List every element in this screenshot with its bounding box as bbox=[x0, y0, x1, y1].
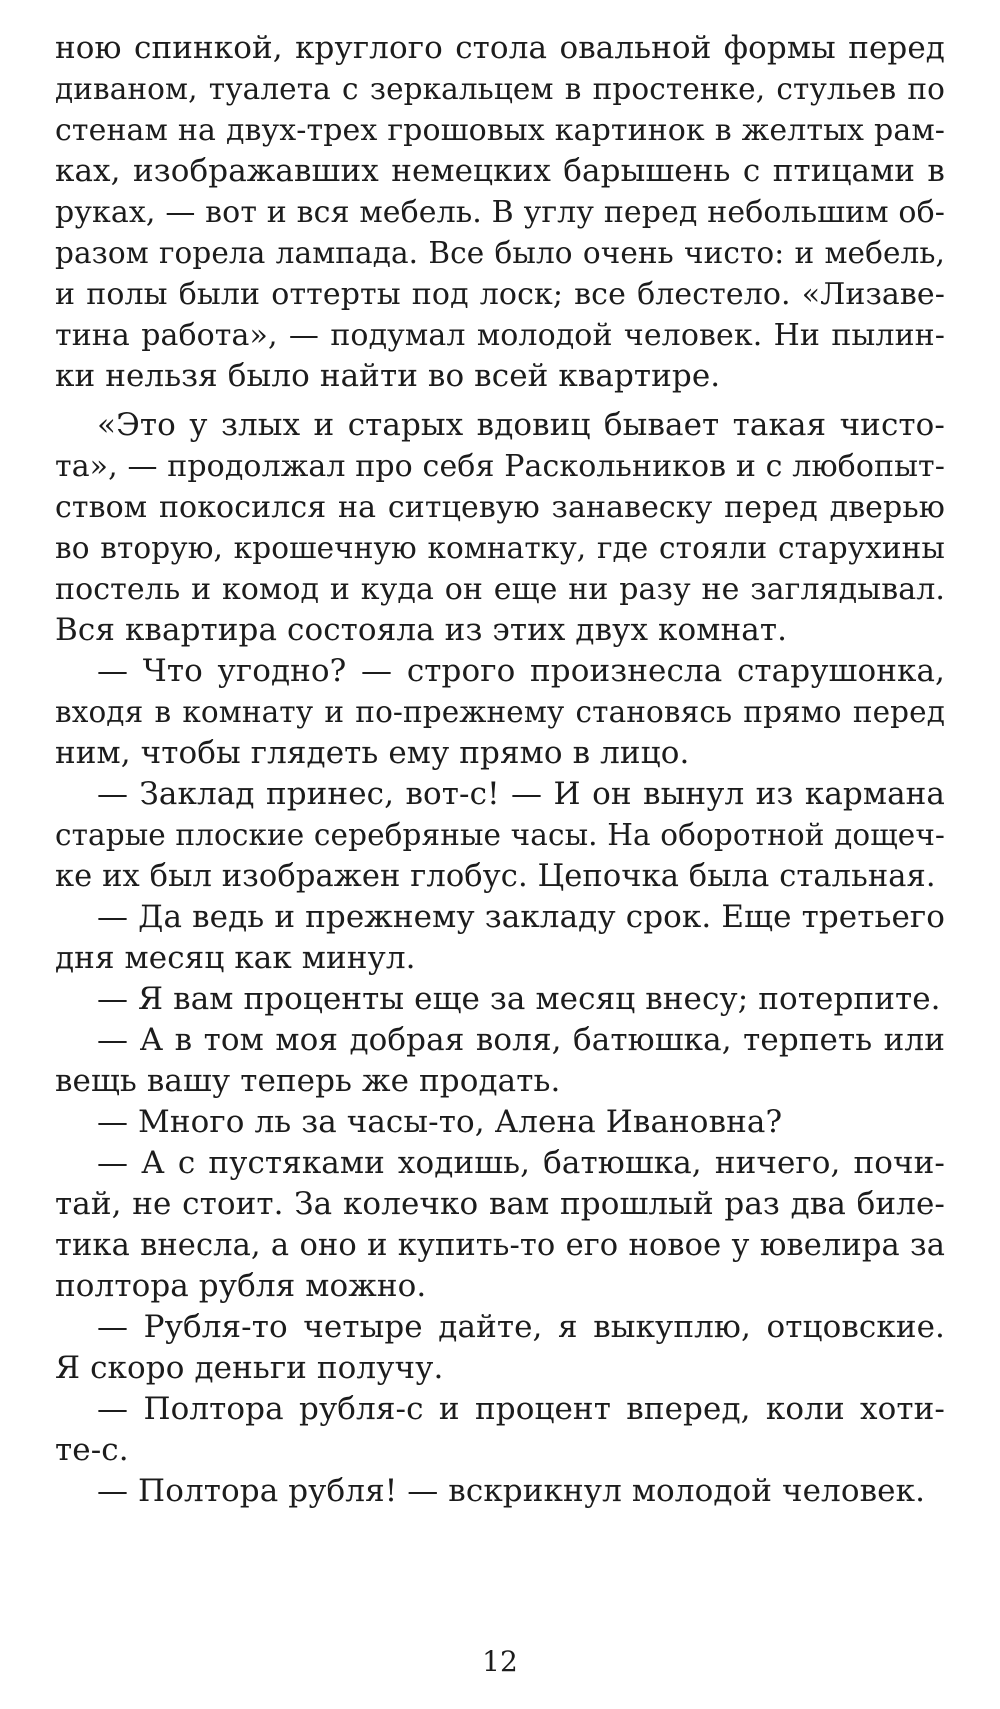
text-line: тина работа», — подумал молодой человек. Ни пылин- bbox=[55, 318, 945, 353]
paragraph-first-line: — Заклад принес, вот-с! — И он вынул из кармана bbox=[97, 776, 945, 812]
paragraph-first-line: — Я вам проценты еще за месяц внесу; потерпите. bbox=[97, 981, 941, 1017]
text-line: входя в комнату и по-прежнему становясь прямо перед bbox=[55, 695, 945, 729]
paragraph-first-line: — Что угодно? — строго произнесла старушонка, bbox=[97, 653, 945, 689]
text-line: полтора рубля можно. bbox=[55, 1268, 427, 1304]
text-line: тика внесла, а оно и купить-то его новое у ювелира за bbox=[55, 1228, 945, 1263]
text-line: Вся квартира состояла из этих двух комнат. bbox=[55, 612, 788, 648]
text-line: Я скоро деньги получу. bbox=[55, 1350, 444, 1386]
paragraph-first-line: — А в том моя добрая воля, батюшка, терпеть или bbox=[97, 1022, 945, 1058]
page-number: 12 bbox=[482, 1645, 518, 1678]
text-line: ною спинкой, круглого стола овальной формы перед bbox=[55, 30, 945, 66]
text-line: ки нельзя было найти во всей квартире. bbox=[55, 358, 721, 394]
text-line: стенам на двух-трех грошовых картинок в желтых рам- bbox=[55, 113, 945, 148]
paragraph-first-line: — Много ль за часы-то, Алена Ивановна? bbox=[97, 1104, 783, 1140]
text-line: постель и комод и куда он еще ни разу не заглядывал. bbox=[55, 572, 945, 607]
text-line: вещь вашу теперь же продать. bbox=[55, 1063, 561, 1099]
text-line: и полы были оттерты под лоск; все блестело. «Лизаве- bbox=[55, 277, 945, 312]
text-line: ним, чтобы глядеть ему прямо в лицо. bbox=[55, 735, 690, 771]
text-line: те-с. bbox=[55, 1432, 129, 1468]
paragraph-first-line: — А с пустяками ходишь, батюшка, ничего, почи- bbox=[97, 1145, 945, 1181]
paragraph-first-line: — Полтора рубля-с и процент вперед, коли хоти- bbox=[97, 1391, 945, 1427]
paragraph-first-line: — Рубля-то четыре дайте, я выкуплю, отцовские. bbox=[97, 1309, 945, 1345]
text-line: ках, изображавших немецких барышень с птицами в bbox=[55, 153, 945, 189]
paragraph-first-line: «Это у злых и старых вдовиц бывает такая чисто- bbox=[97, 407, 945, 443]
text-line: диваном, туалета с зеркальцем в простенке, стульев по bbox=[55, 72, 945, 106]
text-line: та», — продолжал про себя Раскольников и с любопыт- bbox=[55, 449, 945, 484]
text-line: старые плоские серебряные часы. На оборотной дощеч- bbox=[55, 818, 945, 852]
paragraph-first-line: — Да ведь и прежнему закладу срок. Еще третьего bbox=[97, 899, 945, 935]
text-line: ством покосился на ситцевую занавеску перед дверью bbox=[55, 490, 945, 525]
text-line: руках, — вот и вся мебель. В углу перед небольшим об- bbox=[55, 195, 945, 230]
text-line: ке их был изображен глобус. Цепочка была стальная. bbox=[55, 859, 936, 894]
text-line: дня месяц как минул. bbox=[55, 940, 416, 976]
text-line: тай, не стоит. За колечко вам прошлый раз два биле- bbox=[55, 1186, 945, 1222]
text-line: во вторую, крошечную комнатку, где стояли старухины bbox=[55, 531, 945, 565]
paragraph-first-line: — Полтора рубля! — вскрикнул молодой человек. bbox=[97, 1473, 926, 1509]
body-text bbox=[55, 28, 945, 1512]
text-line: разом горела лампада. Все было очень чисто: и мебель, bbox=[55, 236, 945, 270]
